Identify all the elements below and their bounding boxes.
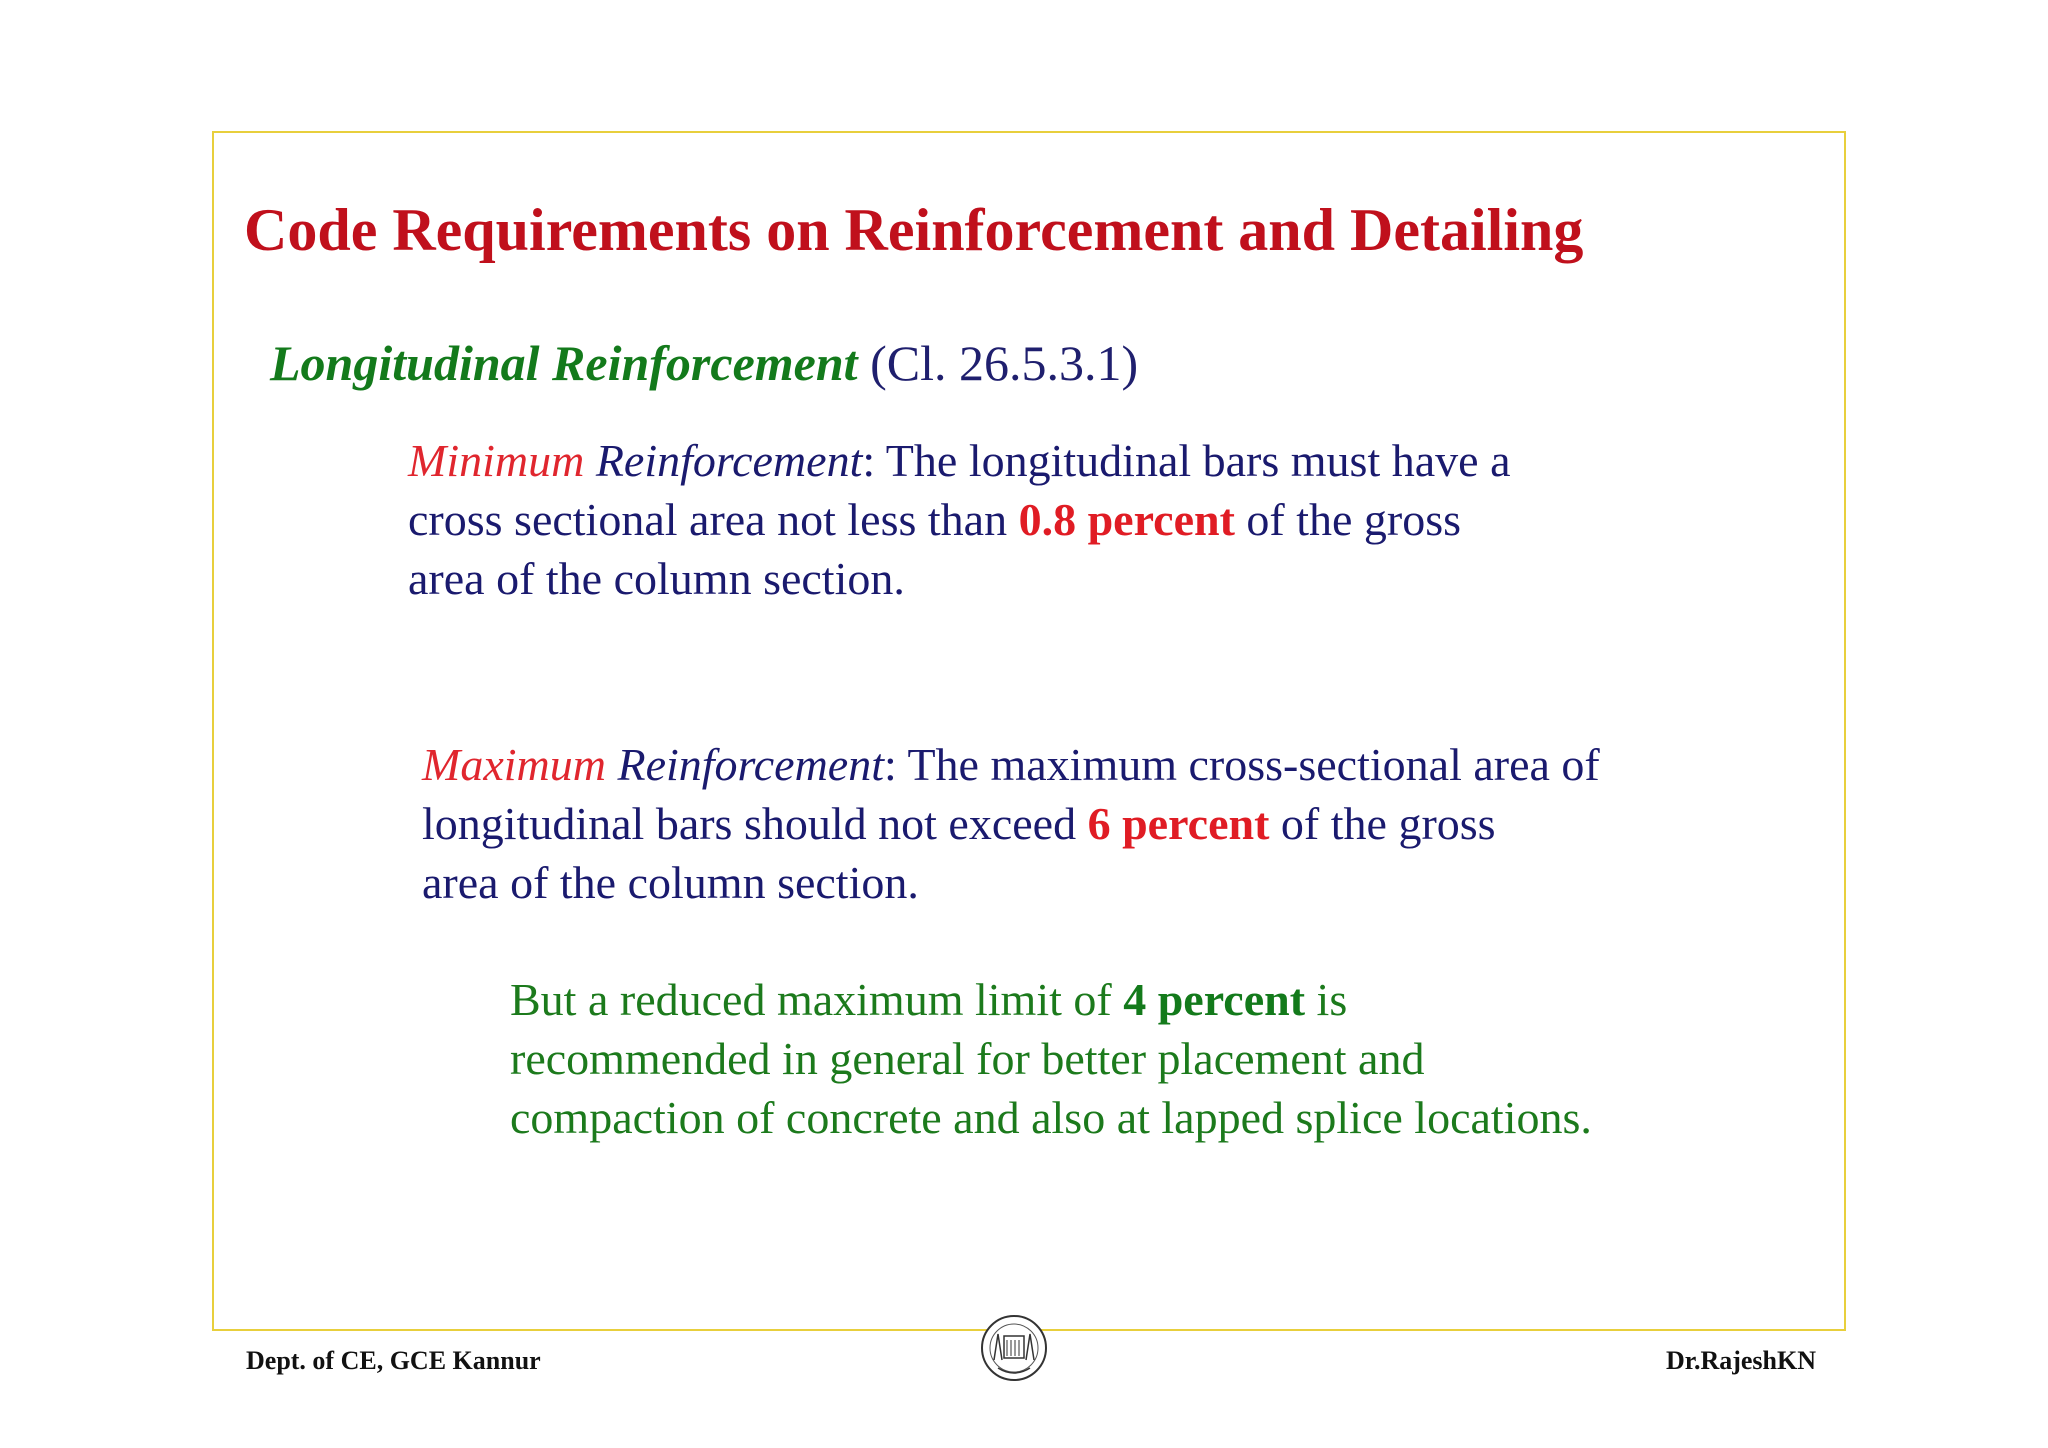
minimum-line-2-post: of the gross (1234, 494, 1462, 545)
reduced-limit-note (510, 970, 1592, 1147)
note-line-2: recommended in general for better placement and (510, 1033, 1425, 1084)
maximum-line-1-text: : The maximum cross-sectional area of (884, 739, 1600, 790)
slide-title: Code Requirements on Reinforcement and Detailing (244, 197, 1584, 263)
maximum-line-2-post: of the gross (1269, 798, 1496, 849)
note-line-1 (510, 970, 1592, 1029)
section-heading-clause: (Cl. 26.5.3.1) (870, 335, 1139, 391)
minimum-line-1 (408, 431, 1511, 490)
minimum-line-1-text: : The longitudinal bars must have a (862, 435, 1511, 486)
note-line-1-post: is (1305, 974, 1348, 1025)
maximum-line-1 (422, 735, 1600, 794)
note-percent-highlight: 4 percent (1123, 974, 1306, 1025)
minimum-reinforcement-paragraph (408, 431, 1511, 608)
maximum-word: Maximum (422, 739, 606, 790)
section-heading-main: Longitudinal Reinforcement (270, 335, 858, 391)
slide-frame (212, 131, 1846, 1331)
maximum-percent-highlight: 6 percent (1087, 798, 1270, 849)
note-line-1-pre: But a reduced maximum limit of (510, 974, 1124, 1025)
maximum-term: Reinforcement (617, 739, 884, 790)
minimum-line-2 (408, 490, 1511, 549)
college-emblem-icon (978, 1310, 1050, 1390)
maximum-line-2-pre: longitudinal bars should not exceed (422, 798, 1088, 849)
maximum-line-2 (422, 794, 1600, 853)
maximum-reinforcement-paragraph (422, 735, 1600, 912)
footer-author: Dr.RajeshKN (1666, 1346, 1816, 1375)
minimum-line-3: area of the column section. (408, 553, 905, 604)
minimum-word: Minimum (408, 435, 585, 486)
minimum-percent-highlight: 0.8 percent (1018, 494, 1235, 545)
note-line-3: compaction of concrete and also at lapped splice locations. (510, 1092, 1592, 1143)
footer-department: Dept. of CE, GCE Kannur (246, 1346, 541, 1375)
maximum-line-3: area of the column section. (422, 857, 919, 908)
minimum-line-2-pre: cross sectional area not less than (408, 494, 1019, 545)
minimum-term: Reinforcement (595, 435, 863, 486)
section-heading (270, 334, 1138, 392)
